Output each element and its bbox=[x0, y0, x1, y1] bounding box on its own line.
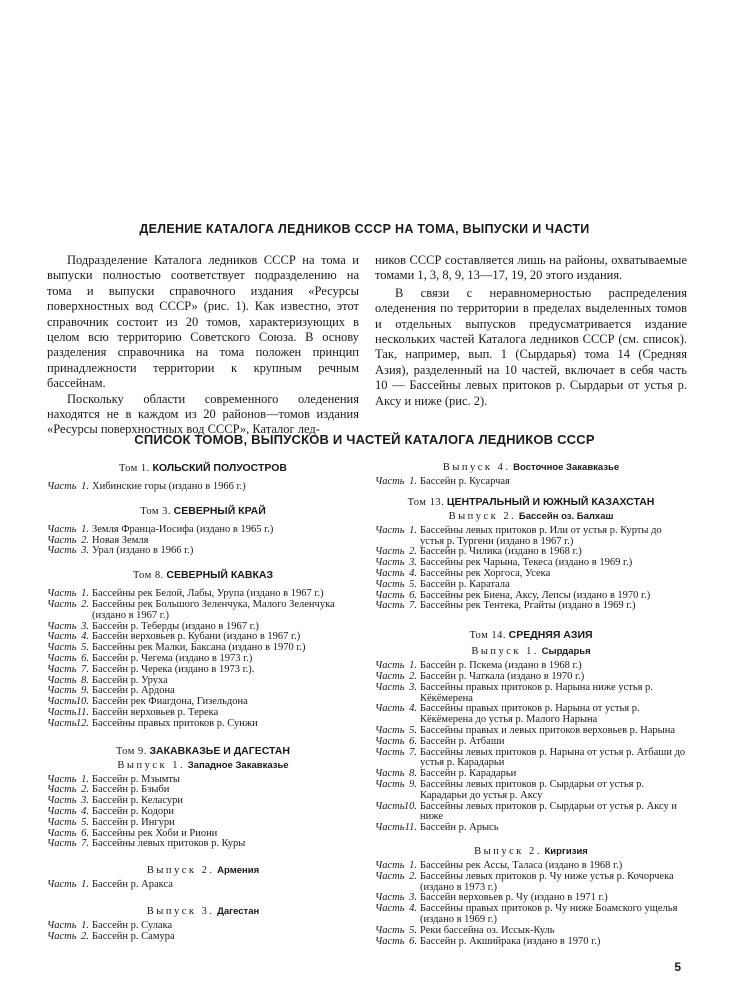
part-list bbox=[375, 526, 687, 612]
part-text: Бассейны рек Хоргоса, Усека bbox=[420, 567, 551, 579]
part-entry bbox=[47, 719, 359, 730]
part-prefix: Часть bbox=[375, 546, 405, 558]
part-prefix: Часть bbox=[375, 524, 405, 536]
part-prefix: Часть bbox=[375, 935, 405, 947]
part-prefix: Часть bbox=[375, 924, 405, 936]
volume-label: Том 9. bbox=[116, 745, 147, 757]
part-entry bbox=[47, 525, 359, 536]
part-prefix: Часть bbox=[375, 724, 405, 736]
part-number: 4. bbox=[409, 903, 417, 915]
part-number: 9. bbox=[409, 778, 417, 790]
part-entry bbox=[375, 737, 687, 748]
part-text: Бассейны левых притоков р. Сырдарьи от устья р. Аксу и ниже bbox=[420, 800, 678, 823]
part-text: Бассейны левых притоков р. Чу ниже устья р. Кочорчека (издано в 1973 г.) bbox=[420, 870, 674, 893]
part-prefix: Часть bbox=[47, 598, 77, 610]
issue-heading bbox=[47, 759, 359, 773]
part-prefix: Часть bbox=[375, 670, 405, 682]
part-number: 2. bbox=[81, 534, 89, 546]
part-prefix: Часть bbox=[47, 795, 77, 807]
part-prefix: Часть bbox=[375, 476, 405, 487]
part-entry bbox=[375, 926, 687, 937]
part-text: Бассейны правых притоков р. Нарына ниже устья р. Кёкёмерена bbox=[420, 681, 653, 704]
part-entry bbox=[375, 780, 687, 802]
part-number: 6. bbox=[81, 652, 89, 664]
part-text: Бассейн р. Ардона bbox=[92, 685, 175, 697]
part-number: 3. bbox=[409, 681, 417, 693]
part-text: Бассейны рек Чарына, Текеса (издано в 1969 г.) bbox=[420, 557, 633, 569]
part-text: Бассейн р. Чаткала (издано в 1970 г.) bbox=[420, 670, 585, 682]
part-text: Бассейн р. Чилика (издано в 1968 г.) bbox=[420, 546, 582, 558]
part-number: 3. bbox=[81, 545, 89, 557]
part-text: Бассейны рек Тентека, Ргайты (издано в 1969 г.) bbox=[420, 600, 636, 612]
part-number: 10. bbox=[403, 800, 417, 812]
part-prefix: Часть bbox=[375, 578, 405, 590]
volume-title: ЗАКАВКАЗЬЕ И ДАГЕСТАН bbox=[149, 744, 290, 757]
part-prefix: Часть bbox=[375, 822, 405, 834]
part-text: Бассейн р. Акшийрака (издано в 1970 г.) bbox=[420, 935, 601, 947]
volume-heading bbox=[47, 744, 359, 759]
part-text: Бассейны рек Белой, Лабы, Урупа (издано в 1967 г.) bbox=[92, 588, 324, 600]
part-entry bbox=[375, 477, 687, 488]
part-prefix: Часть bbox=[47, 588, 77, 600]
part-prefix: Часть bbox=[47, 663, 77, 675]
part-list bbox=[47, 775, 359, 851]
intro-paragraph: В связи с неравномерностью распределения оледенения по территории в пределах выделенных томов и отдельных выпусков предусматривается издание нескольких частей Каталога ледников СССР (см. список). Так, например, вып. 1 (Сырдарья) тома 14 (Средняя Азия), разделенный на 10 частей, включает в себя часть 10 — Бассейны левых притоков р. Сырдарьи от устья р. Аксу и ниже (рис. 2). bbox=[375, 285, 687, 408]
part-number: 2. bbox=[81, 784, 89, 796]
volume-label: Том 14. bbox=[469, 630, 507, 642]
intro-column-left bbox=[47, 253, 359, 438]
part-text: Бассейн р. Каратала bbox=[420, 578, 510, 590]
part-entry bbox=[47, 932, 359, 943]
part-prefix: Часть bbox=[375, 859, 405, 871]
part-text: Бассейны рек Ассы, Таласа (издано в 1968 г.) bbox=[420, 859, 623, 871]
part-entry bbox=[47, 818, 359, 829]
toc-column-right bbox=[375, 461, 687, 947]
part-text: Бассейн р. Карадарьи bbox=[420, 768, 517, 780]
part-entry bbox=[47, 665, 359, 676]
part-text: Бассейн р. Атбаши bbox=[420, 735, 505, 747]
part-prefix: Часть bbox=[47, 545, 77, 557]
issue-title: Сырдарья bbox=[541, 646, 591, 658]
part-number: 12. bbox=[75, 717, 89, 729]
part-list bbox=[375, 477, 687, 488]
part-text: Бассейны левых притоков р. Нарына от устья р. Атбаши до устья р. Карадарьи bbox=[420, 746, 686, 769]
part-number: 1. bbox=[409, 660, 417, 672]
part-prefix: Часть bbox=[47, 816, 77, 828]
part-entry bbox=[375, 748, 687, 770]
part-text: Бассейн р. Черека (издано в 1973 г.). bbox=[92, 663, 255, 675]
part-prefix: Часть bbox=[47, 685, 77, 697]
part-number: 10. bbox=[75, 696, 89, 708]
part-prefix: Часть bbox=[47, 930, 77, 942]
page-number: 5 bbox=[674, 960, 681, 974]
part-number: 1. bbox=[409, 859, 417, 871]
part-text: Бассейн верховьев р. Кубани (издано в 1967 г.) bbox=[92, 631, 301, 643]
issue-label: Выпуск 3. bbox=[146, 905, 215, 917]
part-number: 2. bbox=[409, 546, 417, 558]
part-prefix: Часть bbox=[47, 784, 77, 796]
part-text: Новая Земля bbox=[92, 534, 149, 546]
part-text: Хибинские горы (издано в 1966 г.) bbox=[92, 481, 246, 492]
issue-title: Киргизия bbox=[544, 845, 588, 857]
part-number: 5. bbox=[409, 724, 417, 736]
intro-column-right bbox=[375, 253, 687, 409]
volume-label: Том 13. bbox=[407, 496, 445, 508]
issue-label: Выпуск 4. bbox=[442, 462, 511, 473]
part-number: 2. bbox=[81, 930, 89, 942]
part-number: 3. bbox=[81, 795, 89, 807]
part-entry bbox=[375, 704, 687, 726]
volume-title: СЕВЕРНЫЙ КАВКАЗ bbox=[166, 569, 274, 582]
part-prefix: Часть bbox=[375, 870, 405, 882]
part-number: 5. bbox=[409, 578, 417, 590]
part-number: 3. bbox=[409, 557, 417, 569]
part-text: Бассейн р. Арысь bbox=[420, 822, 499, 834]
part-prefix: Часть bbox=[47, 805, 77, 817]
part-text: Бассейны правых притоков р. Чу ниже Боамского ущелья (издано в 1969 г.) bbox=[420, 903, 678, 925]
issue-label: Выпуск 2. bbox=[146, 865, 215, 877]
part-number: 8. bbox=[409, 768, 417, 780]
part-number: 1. bbox=[81, 588, 89, 600]
issue-heading bbox=[375, 510, 687, 524]
part-number: 6. bbox=[81, 827, 89, 839]
part-prefix: Часть bbox=[47, 706, 77, 718]
part-text: Бассейны рек Биена, Аксу, Лепсы (издано в 1970 г.) bbox=[420, 589, 651, 601]
part-number: 3. bbox=[81, 620, 89, 632]
intro-paragraph: ников СССР составляется лишь на районы, охватываемые томами 1, 3, 8, 9, 13—17, 19, 20 этого издания. bbox=[375, 253, 687, 283]
part-number: 1. bbox=[81, 773, 89, 785]
part-prefix: Часть bbox=[375, 778, 405, 790]
part-text: Земля Франца-Иосифа (издано в 1965 г.) bbox=[92, 523, 274, 535]
part-text: Бассейн р. Теберды (издано в 1967 г.) bbox=[92, 620, 259, 632]
part-entry bbox=[375, 601, 687, 612]
part-prefix: Часть bbox=[47, 534, 77, 546]
part-number: 1. bbox=[81, 879, 89, 891]
part-number: 5. bbox=[409, 924, 417, 936]
part-number: 7. bbox=[409, 600, 417, 612]
part-number: 4. bbox=[81, 805, 89, 817]
part-text: Бассейн верховьев р. Терека bbox=[92, 706, 219, 718]
part-prefix: Часть bbox=[375, 892, 405, 904]
part-number: 9. bbox=[81, 685, 89, 697]
part-prefix: Часть bbox=[375, 660, 405, 672]
part-text: Бассейны правых и левых притоков верховьев р. Нарына bbox=[420, 724, 675, 736]
part-text: Бассейн р. Пскема (издано в 1968 г.) bbox=[420, 660, 582, 672]
part-number: 11. bbox=[76, 706, 89, 718]
part-number: 7. bbox=[81, 838, 89, 850]
part-entry bbox=[47, 600, 359, 622]
part-text: Бассейн р. Мзымты bbox=[92, 773, 180, 785]
part-number: 11. bbox=[404, 822, 417, 834]
part-prefix: Часть bbox=[375, 557, 405, 569]
part-entry bbox=[47, 880, 359, 891]
part-text: Бассейны рек Малки, Баксана (издано в 1970 г.) bbox=[92, 642, 306, 654]
part-text: Бассейн р. Сулака bbox=[92, 919, 173, 931]
part-number: 4. bbox=[409, 567, 417, 579]
part-text: Бассейн р. Келасури bbox=[92, 795, 183, 807]
part-text: Бассейны левых притоков р. Сырдарьи от устья р. Карадарьи до устья р. Аксу bbox=[420, 778, 644, 801]
part-list bbox=[375, 861, 687, 947]
volume-title: ЦЕНТРАЛЬНЫЙ И ЮЖНЫЙ КАЗАХСТАН bbox=[446, 495, 655, 508]
part-prefix: Часть bbox=[375, 746, 405, 758]
part-list bbox=[47, 525, 359, 557]
volume-label: Том 3. bbox=[140, 505, 172, 517]
part-text: Бассейн р. Кодори bbox=[92, 805, 175, 817]
part-text: Бассейны рек Хоби и Риони bbox=[92, 827, 218, 839]
part-number: 6. bbox=[409, 589, 417, 601]
part-prefix: Часть bbox=[375, 567, 405, 579]
issue-label: Выпуск 1. bbox=[471, 646, 540, 658]
part-number: 7. bbox=[81, 663, 89, 675]
part-entry bbox=[375, 872, 687, 894]
part-list bbox=[47, 482, 359, 493]
part-text: Бассейны правых притоков р. Нарына от устья р. Кёкёмерена до устья р. Малого Нарына bbox=[420, 703, 640, 726]
part-prefix: Часть bbox=[47, 717, 77, 729]
part-entry bbox=[375, 904, 687, 926]
part-entry bbox=[375, 526, 687, 548]
part-prefix: Часть bbox=[375, 735, 405, 747]
part-number: 8. bbox=[81, 674, 89, 686]
part-text: Бассейн верховьев р. Чу (издано в 1971 г.) bbox=[420, 892, 608, 904]
part-number: 2. bbox=[81, 598, 89, 610]
part-prefix: Часть bbox=[47, 652, 77, 664]
part-text: Бассейны левых притоков р. Куры bbox=[92, 838, 246, 850]
part-list bbox=[47, 589, 359, 729]
issue-label: Выпуск 1. bbox=[117, 759, 186, 771]
part-number: 1. bbox=[81, 481, 89, 492]
part-text: Бассейн р. Чегема (издано в 1973 г.) bbox=[92, 652, 253, 664]
part-number: 3. bbox=[409, 892, 417, 904]
intro-paragraph: Подразделение Каталога ледников СССР на тома и выпуски полностью соответствует подразделению на тома и выпуски справочного издания «Ресурсы поверхностных вод СССР» (рис. 1). Как известно, этот справочник состоит из 20 томов, характеризующих в целом всю территорию Советского Союза. В основу разделения справочника на тома положен принцип принадлежности территории к крупным речным бассейнам. bbox=[47, 253, 359, 391]
volume-title: СРЕДНЯЯ АЗИЯ bbox=[508, 629, 593, 642]
part-text: Бассейн р. Ингури bbox=[92, 816, 175, 828]
part-prefix: Часть bbox=[47, 631, 77, 643]
part-text: Реки бассейна оз. Иссык-Куль bbox=[420, 924, 555, 936]
volume-label: Том 1. bbox=[118, 463, 150, 474]
issue-label: Выпуск 2. bbox=[448, 510, 517, 522]
issue-heading bbox=[375, 645, 687, 659]
part-number: 2. bbox=[409, 870, 417, 882]
issue-heading bbox=[375, 845, 687, 859]
part-prefix: Часть bbox=[47, 838, 77, 850]
part-prefix: Часть bbox=[47, 879, 77, 891]
issue-title: Бассейн оз. Балхаш bbox=[518, 510, 614, 522]
part-number: 5. bbox=[81, 642, 89, 654]
volume-heading bbox=[375, 495, 687, 510]
part-entry bbox=[375, 823, 687, 834]
part-prefix: Часть bbox=[375, 768, 405, 780]
part-entry bbox=[375, 937, 687, 948]
volume-label: Том 8. bbox=[132, 570, 164, 582]
part-number: 5. bbox=[81, 816, 89, 828]
part-text: Бассейны левых притоков р. Или от устья р. Курты до устья р. Тургени (издано в 1967 г.) bbox=[420, 524, 662, 547]
volume-heading bbox=[47, 568, 359, 583]
part-text: Бассейн р. Самура bbox=[92, 930, 175, 942]
issue-title: Дагестан bbox=[217, 905, 260, 917]
volume-title: СЕВЕРНЫЙ КРАЙ bbox=[173, 504, 266, 517]
part-number: 1. bbox=[81, 523, 89, 535]
issue-title: Армения bbox=[217, 865, 260, 877]
part-text: Бассейн р. Бзыби bbox=[92, 784, 170, 796]
part-text: Бассейн р. Уруха bbox=[92, 674, 168, 686]
part-entry bbox=[375, 802, 687, 824]
part-number: 4. bbox=[409, 703, 417, 715]
part-prefix: Часть bbox=[375, 703, 405, 715]
part-number: 4. bbox=[81, 631, 89, 643]
part-prefix: Часть bbox=[375, 681, 405, 693]
issue-heading bbox=[375, 461, 687, 475]
part-prefix: Часть bbox=[47, 523, 77, 535]
issue-label: Выпуск 2. bbox=[474, 845, 542, 857]
part-prefix: Часть bbox=[47, 620, 77, 632]
volume-heading bbox=[375, 628, 687, 643]
part-text: Урал (издано в 1966 г.) bbox=[92, 545, 194, 557]
part-prefix: Часть bbox=[375, 589, 405, 601]
part-text: Бассейн р. Кусарчая bbox=[420, 476, 510, 487]
intro-paragraph: Поскольку области современного оледенения находятся не в каждом из 20 районов—томов издания «Ресурсы поверхностных вод СССР», Каталог лед- bbox=[47, 391, 359, 437]
part-text: Бассейн р. Аракса bbox=[92, 879, 173, 891]
issue-heading bbox=[47, 905, 359, 919]
part-prefix: Часть bbox=[47, 642, 77, 654]
part-number: 6. bbox=[409, 935, 417, 947]
part-prefix: Часть bbox=[47, 919, 77, 931]
part-text: Бассейны рек Большого Зеленчука, Малого Зеленчука (издано в 1967 г.) bbox=[92, 598, 335, 621]
part-text: Бассейн рек Фиагдона, Гизельдона bbox=[92, 696, 248, 708]
part-text: Бассейны правых притоков р. Сунжи bbox=[92, 717, 258, 729]
part-prefix: Часть bbox=[47, 773, 77, 785]
part-entry bbox=[375, 580, 687, 591]
issue-title: Западное Закавказье bbox=[187, 759, 289, 771]
part-list bbox=[375, 661, 687, 834]
part-prefix: Часть bbox=[47, 696, 77, 708]
part-prefix: Часть bbox=[47, 481, 77, 492]
part-prefix: Часть bbox=[375, 903, 405, 915]
part-entry bbox=[47, 482, 359, 493]
volume-heading bbox=[47, 504, 359, 519]
part-entry bbox=[375, 683, 687, 705]
part-list bbox=[47, 921, 359, 943]
part-number: 2. bbox=[409, 670, 417, 682]
part-prefix: Часть bbox=[47, 674, 77, 686]
issue-heading bbox=[47, 864, 359, 878]
part-number: 1. bbox=[409, 524, 417, 536]
issue-title: Восточное Закавказье bbox=[513, 462, 620, 473]
volume-title: КОЛЬСКИЙ ПОЛУОСТРОВ bbox=[152, 462, 288, 474]
part-entry bbox=[47, 839, 359, 850]
part-number: 6. bbox=[409, 735, 417, 747]
part-entry bbox=[47, 546, 359, 557]
toc-column-left bbox=[47, 461, 359, 943]
part-number: 1. bbox=[81, 919, 89, 931]
part-prefix: Часть bbox=[47, 827, 77, 839]
part-list bbox=[47, 880, 359, 891]
section-title: ДЕЛЕНИЕ КАТАЛОГА ЛЕДНИКОВ СССР НА ТОМА, ВЫПУСКИ И ЧАСТИ bbox=[139, 222, 590, 236]
part-number: 1. bbox=[409, 476, 417, 487]
part-number: 7. bbox=[409, 746, 417, 758]
part-prefix: Часть bbox=[375, 600, 405, 612]
part-prefix: Часть bbox=[375, 800, 405, 812]
list-title: СПИСОК ТОМОВ, ВЫПУСКОВ И ЧАСТЕЙ КАТАЛОГА ЛЕДНИКОВ СССР bbox=[134, 432, 595, 447]
volume-heading bbox=[47, 461, 359, 476]
